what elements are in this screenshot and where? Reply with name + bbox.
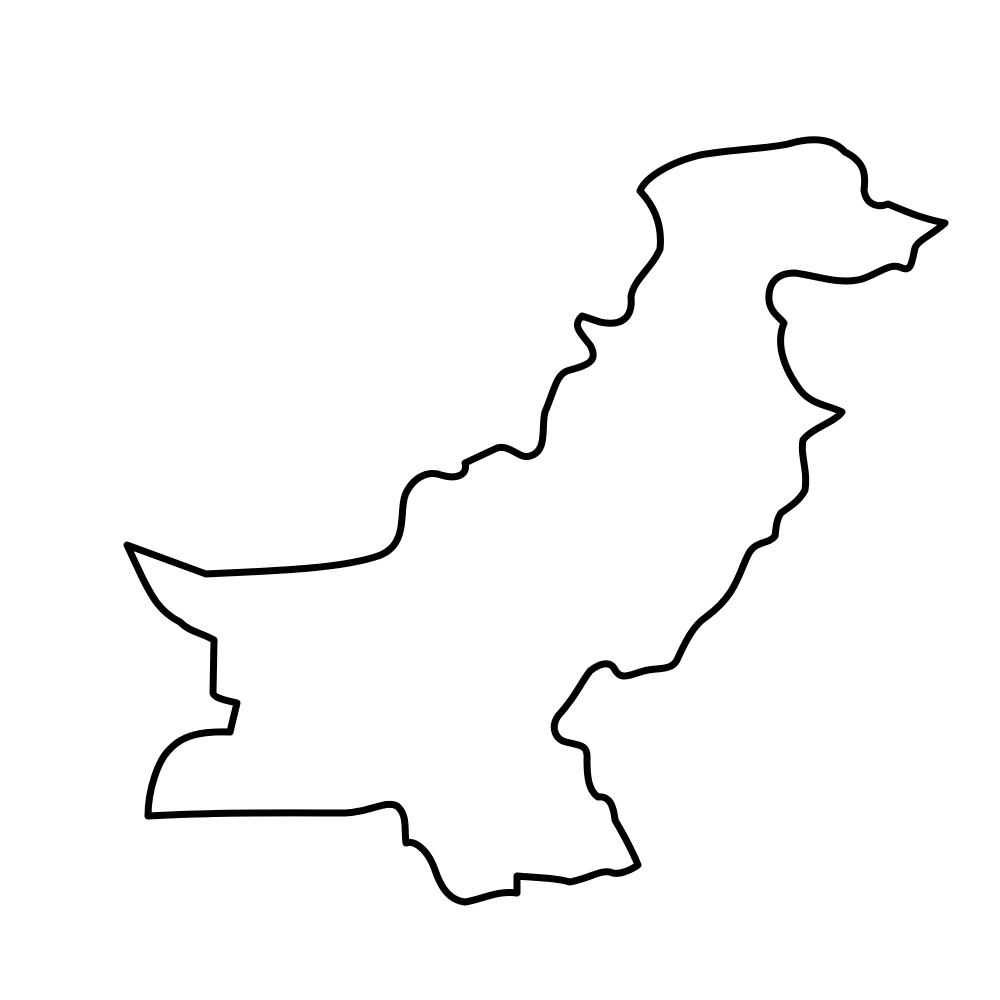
country-outline — [127, 140, 945, 902]
